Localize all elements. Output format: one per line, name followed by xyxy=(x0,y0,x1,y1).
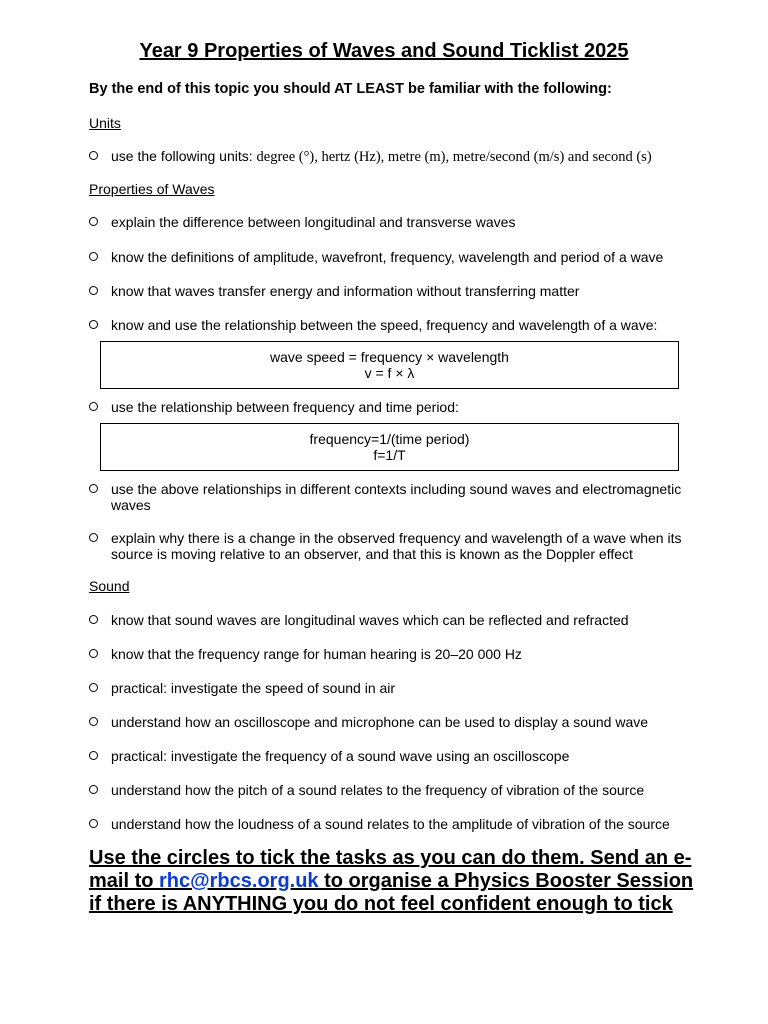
heading-sound: Sound xyxy=(89,578,130,594)
formula-box-wave-speed xyxy=(100,341,679,389)
list-item-text: use the above relationships in different contexts including sound waves and electromagnetic waves xyxy=(111,481,682,513)
email-link[interactable]: rhc@rbcs.org.uk xyxy=(159,870,319,892)
list-item-text: understand how an oscilloscope and microphone can be used to display a sound wave xyxy=(111,714,649,730)
footer-text-after: to organise a Physics Booster Session if there is ANYTHING you do not feel confident enough to tick xyxy=(89,870,694,915)
list-item-text: know and use the relationship between the speed, frequency and wavelength of a wave: xyxy=(111,317,658,333)
intro-text: By the end of this topic you should AT LEAST be familiar with the following: xyxy=(89,81,612,97)
tick-circle[interactable] xyxy=(89,717,98,726)
tick-circle[interactable] xyxy=(89,286,98,295)
tick-circle[interactable] xyxy=(89,320,98,329)
list-item-text: understand how the pitch of a sound relates to the frequency of vibration of the source xyxy=(111,782,645,798)
footer-instructions xyxy=(89,847,704,916)
list-item-text: know that sound waves are longitudinal waves which can be reflected and refracted xyxy=(111,612,629,628)
tick-circle[interactable] xyxy=(89,402,98,411)
list-item-text: explain why there is a change in the observed frequency and wavelength of a wave when its source is moving relative to an observer, and that this is known as the Doppler effect xyxy=(111,530,682,562)
tick-circle[interactable] xyxy=(89,615,98,624)
tick-circle[interactable] xyxy=(89,151,98,160)
list-item-text: understand how the loudness of a sound relates to the amplitude of vibration of the source xyxy=(111,816,670,832)
list-item-text: know that the frequency range for human hearing is 20–20 000 Hz xyxy=(111,646,522,662)
list-item-text: explain the difference between longitudinal and transverse waves xyxy=(111,214,516,230)
tick-circle[interactable] xyxy=(89,751,98,760)
tick-circle[interactable] xyxy=(89,785,98,794)
list-item-text: know that waves transfer energy and information without transferring matter xyxy=(111,283,580,299)
formula-line: v = f × λ xyxy=(364,365,415,381)
tick-circle[interactable] xyxy=(89,217,98,226)
units-prefix: use the following units: xyxy=(111,148,257,164)
tick-circle[interactable] xyxy=(89,533,98,542)
list-item-text: use the relationship between frequency and time period: xyxy=(111,399,459,415)
tick-circle[interactable] xyxy=(89,649,98,658)
formula-box-frequency xyxy=(100,423,679,471)
footer-text-before: Use the circles to tick the tasks as you can do them. Send an e-mail to xyxy=(89,847,692,892)
page-title: Year 9 Properties of Waves and Sound Ticklist 2025 xyxy=(139,40,629,62)
tick-circle[interactable] xyxy=(89,683,98,692)
tick-circle[interactable] xyxy=(89,484,98,493)
heading-properties-of-waves: Properties of Waves xyxy=(89,181,215,197)
list-item-text: practical: investigate the frequency of a sound wave using an oscilloscope xyxy=(111,748,570,764)
formula-line: frequency=1/(time period) xyxy=(309,431,470,447)
list-item-text: know the definitions of amplitude, wavefront, frequency, wavelength and period of a wave xyxy=(111,249,664,265)
tick-circle[interactable] xyxy=(89,819,98,828)
heading-units: Units xyxy=(89,115,121,131)
units-list: degree (°), hertz (Hz), metre (m), metre/second (m/s) and second (s) xyxy=(256,149,652,165)
list-item-text: practical: investigate the speed of sound in air xyxy=(111,680,396,696)
tick-circle[interactable] xyxy=(89,252,98,261)
formula-line: f=1/T xyxy=(373,447,406,463)
formula-line: wave speed = frequency × wavelength xyxy=(270,349,509,365)
